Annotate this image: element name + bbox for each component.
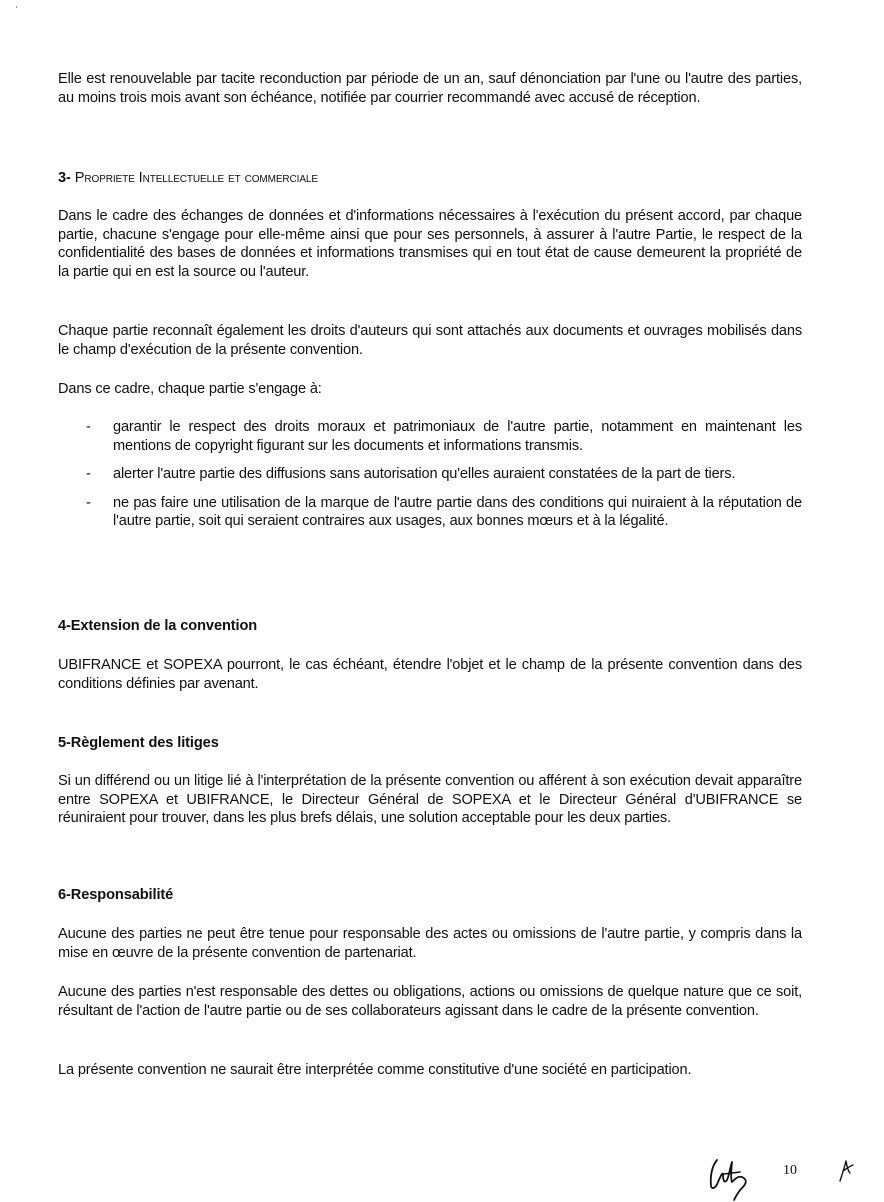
section-6-heading: 6-Responsabilité — [58, 887, 174, 903]
section-3-paragraph-3: Dans ce cadre, chaque partie s'engage à: — [58, 381, 322, 397]
section-3-number: 3- — [58, 170, 75, 186]
bullet-dash: - — [86, 466, 91, 483]
bullet-text: ne pas faire une utilisation de la marque de l'autre partie dans des conditions qui nuiraient à la réputation de l'autre partie, soit qui seraient contraires aux usages, aux bonnes mœurs et à la légalité. — [113, 494, 802, 530]
section-4-paragraph: UBIFRANCE et SOPEXA pourront, le cas échéant, étendre l'objet et le champ de la présente convention dans des conditions définies par avenant. — [58, 657, 802, 692]
page-number: 10 — [783, 1163, 797, 1178]
section-6-paragraph-2: Aucune des parties n'est responsable des dettes ou obligations, actions ou omissions de quelque nature que ce soit, résultant de l'action de l'autre partie ou de ses collaborateurs agissant dans le cadre de la présente convention. — [58, 984, 802, 1019]
section-3-bullet-list — [58, 418, 802, 541]
section-4-heading: 4-Extension de la convention — [58, 618, 258, 634]
initials-signature-left — [708, 1152, 764, 1202]
bullet-text: garantir le respect des droits moraux et patrimoniaux de l'autre partie, notamment en maintenant les mentions de copyright figurant sur les documents et informations transmis. — [113, 419, 802, 454]
list-item — [58, 494, 802, 531]
bullet-dash: - — [86, 494, 91, 511]
bullet-dash: - — [86, 419, 91, 435]
section-6-paragraph-1: Aucune des parties ne peut être tenue pour responsable des actes ou omissions de l'autre partie, y compris dans la mise en œuvre de la présente convention de partenariat. — [58, 926, 802, 961]
section-6-paragraph-3: La présente convention ne saurait être interprétée comme constitutive d'une société en participation. — [58, 1062, 692, 1078]
section-5-paragraph: Si un différend ou un litige lié à l'interprétation de la présente convention ou afférent à son exécution devait apparaître entre SOPEXA et UBIFRANCE, le Directeur Général de SOPEXA et le Directeur Général d'UBIFRANCE se réuniraient pour trouver, dans les plus brefs délais, une solution acceptable pour les deux parties. — [58, 773, 802, 827]
section-3-title: Propriete Intellectuelle et commerciale — [74, 170, 318, 186]
section-3-paragraph-1: Dans le cadre des échanges de données et d'informations nécessaires à l'exécution du présent accord, par chaque partie, chacune s'engage pour elle-même ainsi que pour ses personnels, à assurer à l'autre Partie, le respect de la confidentialité des bases de données et informations transmises qui en tout état de cause demeurent la propriété de la partie qui en est la source ou l'auteur. — [58, 208, 802, 280]
bullet-text: alerter l'autre partie des diffusions sans autorisation qu'elles auraient constatées de la part de tiers. — [113, 466, 736, 483]
initials-signature-right — [836, 1155, 860, 1185]
renewal-paragraph: Elle est renouvelable par tacite reconduction par période de un an, sauf dénonciation par l'une ou l'autre des parties, au moins trois mois avant son échéance, notifiée par courrier recommandé avec accusé de réception. — [58, 71, 802, 106]
section-5-heading: 5-Règlement des litiges — [58, 735, 219, 751]
section-3-heading — [58, 170, 318, 186]
list-item — [58, 465, 802, 484]
scan-speck — [16, 6, 17, 8]
list-item — [58, 418, 802, 455]
section-3-paragraph-2: Chaque partie reconnaît également les droits d'auteurs qui sont attachés aux documents et ouvrages mobilisés dans le champ d'exécution de la présente convention. — [58, 323, 802, 358]
